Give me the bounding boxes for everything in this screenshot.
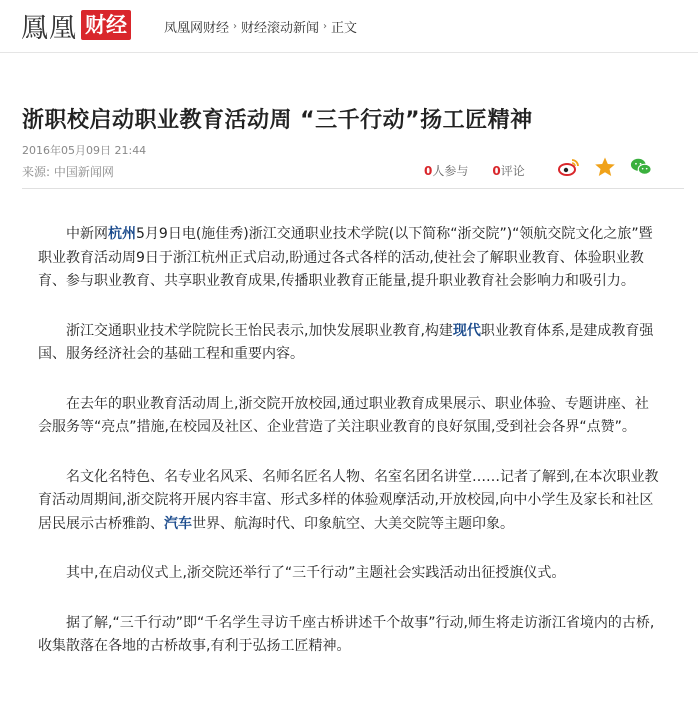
site-logo[interactable] [21, 8, 131, 42]
keyword-link-hangzhou[interactable]: 杭州 [108, 226, 136, 242]
keyword-link-xiandai[interactable]: 现代 [452, 322, 481, 339]
share-bar [558, 156, 652, 178]
article-paragraph [38, 393, 662, 440]
paragraph-text: 在去年的职业教育活动周上,浙交院开放校园,通过职业教育成果展示、职业体验、专题讲座、社会服务等“亮点”措施,在校园及社区、企业营造了关注职业教育的良好氛围,受到社会各界“点赞”。 [38, 395, 649, 435]
paragraph-text: 5月9日电(施佳秀)浙江交通职业技术学院(以下简称“浙交院”)“领航交院文化之旅”暨职业教育活动周9日于浙江杭州正式启动,盼通过各式各样的活动,使社会了解职业教育、体验职业教育、参与职业教育、共享职业教育成果,传播职业教育正能量,提升职业教育社会影响力和吸引力。 [38, 226, 653, 289]
star-icon[interactable] [594, 156, 616, 178]
logo-text: 鳳凰 [21, 12, 77, 44]
participants-link[interactable] [424, 162, 468, 179]
breadcrumb-item-home[interactable]: 凤凰网财经 [164, 21, 230, 36]
paragraph-text: 职业教育体系,是建成教育强国、服务经济社会的基础工程和重要内容。 [38, 322, 654, 362]
paragraph-text: 名文化名特色、名专业名风采、名师名匠名人物、名室名团名讲堂……记者了解到,在本次职业教育活动周期间,浙交院将开展内容丰富、形式多样的体验观摩活动,开放校园,向中小学生及家长和社区居民展示古桥雅韵、 [38, 468, 659, 532]
logo-badge: 财经 [81, 10, 131, 40]
paragraph-text: 浙江交通职业技术学院院长王怡民表示,加快发展职业教育,构建 [66, 322, 453, 339]
article-paragraph [38, 612, 662, 659]
paragraph-text: 据了解,“三千行动”即“千名学生寻访千座古桥讲述千个故事”行动,师生将走访浙江省境内的古桥,收集散落在各地的古桥故事,有利于弘扬工匠精神。 [38, 614, 655, 654]
breadcrumb-item-current: 正文 [331, 21, 358, 36]
participants-label: 人参与 [432, 164, 469, 178]
source-name[interactable]: 中国新闻网 [53, 165, 114, 179]
article-paragraph [38, 320, 662, 367]
engagement-counts [424, 162, 525, 179]
article-paragraph [38, 466, 662, 537]
paragraph-text: 世界、航海时代、印象航空、大美交院等主题印象。 [192, 515, 514, 532]
article-paragraph [38, 562, 662, 586]
article-body [38, 223, 662, 685]
participants-count: 0 [424, 164, 433, 178]
paragraph-text: 其中,在启动仪式上,浙交院还举行了“三千行动”主题社会实践活动出征授旗仪式。 [66, 565, 566, 581]
paragraph-text: 中新网 [66, 226, 108, 242]
breadcrumb [164, 17, 357, 36]
article-paragraph [38, 223, 662, 294]
source-label: 来源: [22, 165, 51, 179]
comments-count: 0 [492, 164, 501, 178]
keyword-link-qiche[interactable]: 汽车 [164, 515, 192, 532]
comments-label: 评论 [500, 164, 525, 178]
comments-link[interactable] [492, 162, 524, 179]
wechat-icon[interactable] [630, 156, 652, 178]
weibo-icon[interactable] [558, 156, 580, 178]
breadcrumb-separator: › [323, 21, 328, 32]
top-bar [0, 0, 698, 53]
publish-datetime: 2016年05月09日 21:44 [22, 144, 147, 157]
breadcrumb-separator: › [233, 21, 238, 32]
article-source [22, 163, 114, 180]
breadcrumb-item-section[interactable]: 财经滚动新闻 [241, 21, 320, 36]
header-divider [22, 188, 684, 189]
article-title: 浙职校启动职业教育活动周 “三千行动”扬工匠精神 [22, 107, 533, 133]
